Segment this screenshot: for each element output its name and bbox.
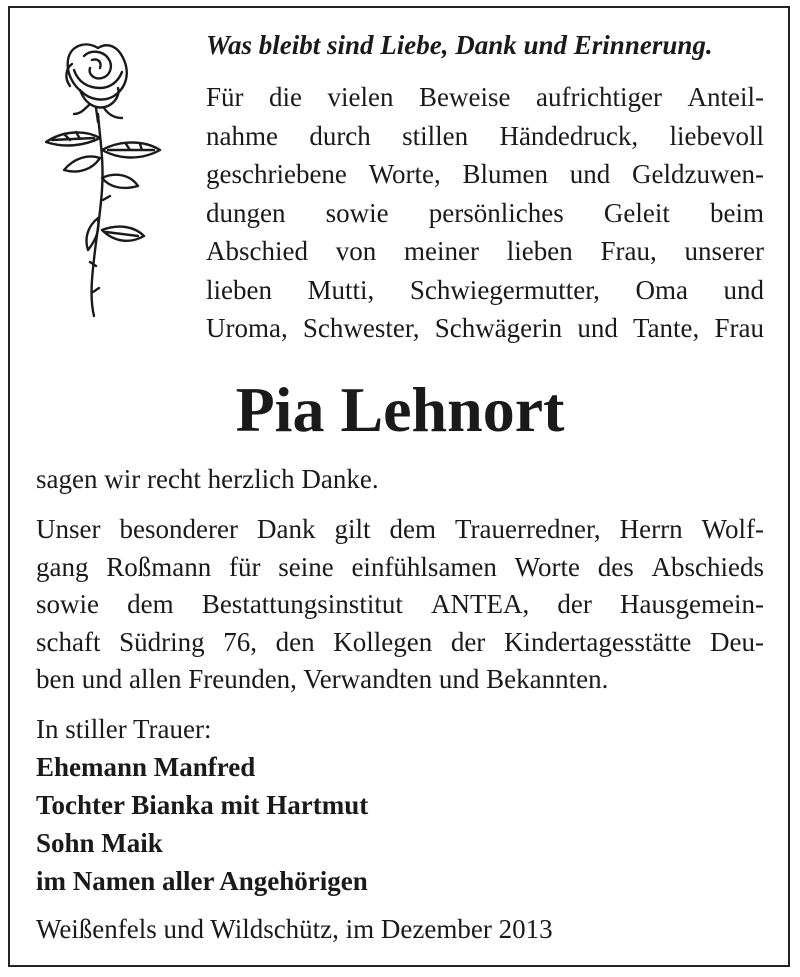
intro-line: [206, 84, 764, 111]
special-thanks-last-line: ben und allen Freunden, Verwandten und Bekannten.: [36, 664, 609, 694]
word: Für: [206, 82, 244, 112]
word: und: [723, 274, 764, 305]
word: Herrn: [619, 514, 683, 544]
word: Worte,: [368, 159, 441, 189]
word: seine: [278, 551, 334, 582]
word: Frau,: [600, 236, 657, 266]
intro-line: [206, 238, 764, 265]
intro-line: [206, 274, 764, 305]
word: einfühlsamen: [351, 551, 497, 582]
word: Anteil-: [687, 82, 764, 112]
word: sowie: [325, 197, 389, 228]
mourning-label: In stiller Trauer:: [36, 714, 212, 744]
word: den: [275, 626, 315, 657]
word: besonderer: [119, 514, 238, 544]
word: Mutti,: [307, 274, 375, 305]
word: durch: [309, 120, 371, 151]
word: stillen: [402, 120, 469, 151]
mourner: im Namen aller Angehörigen: [36, 866, 368, 896]
word: Schwester,: [302, 313, 420, 343]
word: des: [597, 551, 634, 582]
mourner: Ehemann Manfred: [36, 752, 256, 782]
mourner: Tochter Bianka mit Hartmut: [36, 790, 369, 820]
special-thanks-line: [36, 626, 764, 657]
word: dem: [127, 589, 174, 619]
word: Frau: [714, 313, 764, 343]
word: Kollegen: [333, 626, 433, 657]
word: beim: [710, 197, 764, 228]
place-date: Weißenfels und Wildschütz, im Dezember 2013: [36, 914, 553, 944]
word: Blumen: [462, 159, 549, 189]
word: vielen: [327, 82, 394, 112]
word: Abschieds: [651, 551, 764, 582]
word: Oma: [635, 274, 688, 305]
intro-line: [206, 120, 764, 151]
word: Unser: [36, 514, 101, 544]
word: Abschied: [206, 236, 308, 266]
word: und: [569, 159, 611, 189]
intro-line: [206, 161, 764, 188]
word: persönliches: [428, 197, 564, 228]
word: Geldzuwen-: [632, 159, 764, 189]
word: der: [557, 589, 592, 619]
word: Uroma,: [206, 313, 288, 343]
word: Geleit: [603, 197, 670, 228]
word: für: [228, 551, 261, 582]
word: aufrichtiger: [536, 82, 662, 112]
word: Schwägerin: [434, 313, 563, 343]
word: Worte: [514, 551, 580, 582]
rose-icon: [30, 30, 180, 330]
word: Bestattungsinstitut: [201, 589, 403, 619]
word: Trauerredner,: [455, 514, 601, 544]
special-thanks-line: [36, 591, 764, 618]
word: Dank: [256, 514, 316, 544]
word: sowie: [36, 589, 99, 619]
word: Beweise: [419, 82, 511, 112]
word: lieben: [506, 236, 573, 266]
word: Südring: [119, 626, 205, 657]
word: Tante,: [632, 313, 700, 343]
mourner: Sohn Maik: [36, 828, 163, 858]
deceased-name: Pia Lehnort: [235, 374, 565, 445]
word: gilt: [334, 514, 371, 544]
word: geschriebene: [206, 159, 347, 189]
word: schaft: [36, 626, 101, 657]
word: 76,: [223, 626, 257, 657]
word: ANTEA,: [430, 589, 530, 619]
intro-line: [206, 197, 764, 228]
word: gang: [36, 551, 89, 582]
intro-line: [206, 315, 764, 342]
word: nahme: [206, 120, 278, 151]
word: der: [450, 626, 486, 657]
word: Hausgemein-: [620, 589, 764, 619]
motto: Was bleibt sind Liebe, Dank und Erinnerung.: [206, 30, 713, 60]
word: Roßmann: [106, 551, 212, 582]
word: meiner: [404, 236, 479, 266]
word: dem: [389, 514, 436, 544]
special-thanks-line: [36, 516, 764, 543]
word: Schwiegermutter,: [409, 274, 600, 305]
special-thanks-line: [36, 551, 764, 582]
thanks-line: sagen wir recht herzlich Danke.: [36, 464, 379, 494]
word: und: [577, 313, 618, 343]
word: unserer: [684, 236, 764, 266]
word: liebevoll: [669, 120, 764, 151]
word: dungen: [206, 197, 286, 228]
word: lieben: [206, 274, 272, 305]
word: Händedruck,: [499, 120, 639, 151]
word: Deu-: [710, 626, 764, 657]
word: Kindertagesstätte: [503, 626, 692, 657]
word: Wolf-: [701, 514, 764, 544]
word: von: [335, 236, 377, 266]
word: die: [269, 82, 303, 112]
